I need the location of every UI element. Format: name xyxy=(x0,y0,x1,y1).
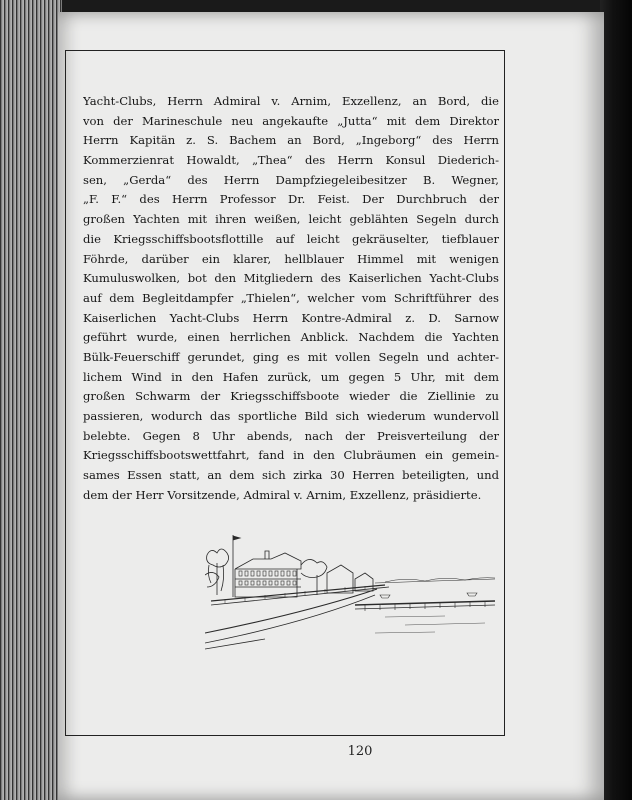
text-line: großen Schwarm der Kriegsschiffsboote wieder die Ziellinie zu xyxy=(83,389,499,404)
harbor-illustration xyxy=(205,535,495,655)
page-number: 120 xyxy=(347,744,373,759)
text-line: Kriegsschiffsbootswettfahrt, fand in den Clubräumen ein gemein- xyxy=(83,448,499,463)
body-text xyxy=(83,92,499,505)
book-cover-edge xyxy=(600,0,632,800)
text-line: Kommerzienrat Howaldt, „Thea“ des Herrn Konsul Diederich- xyxy=(83,153,499,168)
text-line: von der Marineschule neu angekaufte „Jutta“ mit dem Direktor xyxy=(83,113,499,128)
text-line: sen, „Gerda“ des Herrn Dampfziegeleibesitzer B. Wegner, xyxy=(83,172,499,187)
text-line: Kaiserlichen Yacht-Clubs Herrn Kontre-Admiral z. D. Sarnow xyxy=(83,310,499,325)
book-page-edges xyxy=(0,0,62,800)
text-line: lichem Wind in den Hafen zurück, um gegen 5 Uhr, mit dem xyxy=(83,369,499,384)
text-line: Föhrde, darüber ein klarer, hellblauer Himmel mit wenigen xyxy=(83,251,499,266)
text-line: Herrn Kapitän z. S. Bachem an Bord, „Ingeborg“ des Herrn xyxy=(83,133,499,148)
text-line: auf dem Begleitdampfer „Thielen“, welcher vom Schriftführer des xyxy=(83,290,499,305)
text-line: die Kriegsschiffsbootsflottille auf leicht gekräuselter, tiefblauer xyxy=(83,231,499,246)
text-line: belebte. Gegen 8 Uhr abends, nach der Preisverteilung der xyxy=(83,428,499,443)
text-line: geführt wurde, einen herrlichen Anblick. Nachdem die Yachten xyxy=(83,330,499,345)
text-line: Bülk-Feuerschiff gerundet, ging es mit vollen Segeln und achter- xyxy=(83,349,499,364)
text-line: „F. F.“ des Herrn Professor Dr. Feist. Der Durchbruch der xyxy=(83,192,499,207)
text-line: dem der Herr Vorsitzende, Admiral v. Arnim, Exzellenz, präsidierte. xyxy=(83,487,482,502)
text-line: Yacht-Clubs, Herrn Admiral v. Arnim, Exzellenz, an Bord, die xyxy=(83,94,499,108)
text-line: sames Essen statt, an dem sich zirka 30 Herren beteiligten, und xyxy=(83,468,499,483)
text-line: passieren, wodurch das sportliche Bild sich wiederum wundervoll xyxy=(83,409,499,423)
text-line: großen Yachten mit ihren weißen, leicht geblähten Segeln durch xyxy=(83,212,499,227)
text-line: Kumuluswolken, bot den Mitgliedern des Kaiserlichen Yacht-Clubs xyxy=(83,271,499,286)
